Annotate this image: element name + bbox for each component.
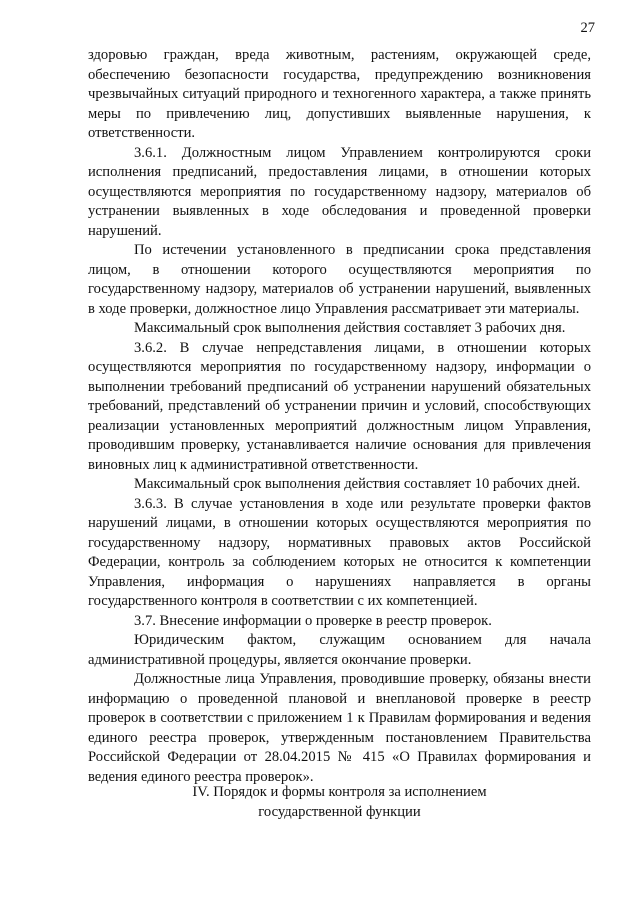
paragraph-deadline-review: По истечении установленного в предписании срока представления лицом, в отношении которого осуществляются мероприятия по государственному надзору, материалов об устранении нарушений, выявленных в ходе проверки, должностное лицо Управления рассматривает эти материалы. [88, 242, 591, 317]
page-number: 27 [580, 20, 595, 36]
paragraph-legal-fact: Юридическим фактом, служащим основанием для начала административной процедуры, является окончание проверки. [88, 632, 591, 668]
paragraph-3-7: 3.7. Внесение информации о проверке в реестр проверок. [134, 612, 492, 629]
paragraph-continuation: здоровью граждан, вреда животным, растениям, окружающей среде, обеспечению безопасности государства, предупреждению возникновения чрезвычайных ситуаций природного и техногенного характера, а также принять меры по привлечению лиц, допустивших выявленные нарушения, к ответственности. [88, 47, 591, 141]
section-heading [88, 783, 591, 822]
paragraph-3-6-2: 3.6.2. В случае непредставления лицами, в отношении которых осуществляются мероприятия по государственному надзору, информации о выполнении требований предписаний об устранении нарушений обязательных требований, представлений об устранении причин и условий, способствующих реализации установленных мероприятий должностным лицом Управления, проводившим проверку, устанавливается наличие основания для привлечения виновных лиц к административной ответственности. [88, 339, 591, 473]
section-heading-line-1: IV. Порядок и формы контроля за исполнением [192, 784, 487, 800]
paragraph-registry-entry: Должностные лица Управления, проводившие проверку, обязаны внести информацию о проведенной плановой и внеплановой проверке в реестр проверок в соответствии с приложением 1 к Правилам формирования и ведения единого реестра проверок, утвержденным постановлением Правительства Российской Федерации от 28.04.2015 № 415 «О Правилах формирования и ведения единого реестра проверок». [88, 671, 591, 785]
paragraph-3-6-1: 3.6.1. Должностным лицом Управлением контролируются сроки исполнения предписаний, предоставления лицами, в отношении которых осуществляются мероприятия по государственному надзору, материалов об устранении выявленных в ходе обследования и проведенной проверки нарушений. [88, 144, 591, 239]
paragraph-max-term-3-days: Максимальный срок выполнения действия составляет 3 рабочих дня. [134, 320, 566, 336]
paragraph-3-6-3: 3.6.3. В случае установления в ходе или результате проверки фактов нарушений лицами, в отношении которых осуществляются мероприятия по государственному надзору, нормативных правовых актов Российской Федерации, контроль за соблюдением которых не относится к компетенции Управления, информация о нарушениях направляется в органы государственного контроля в соответствии с их компетенцией. [88, 495, 591, 609]
section-heading-line-2: государственной функции [258, 803, 421, 820]
paragraph-max-term-10-days: Максимальный срок выполнения действия составляет 10 рабочих дней. [134, 476, 581, 492]
document-body [88, 46, 591, 787]
